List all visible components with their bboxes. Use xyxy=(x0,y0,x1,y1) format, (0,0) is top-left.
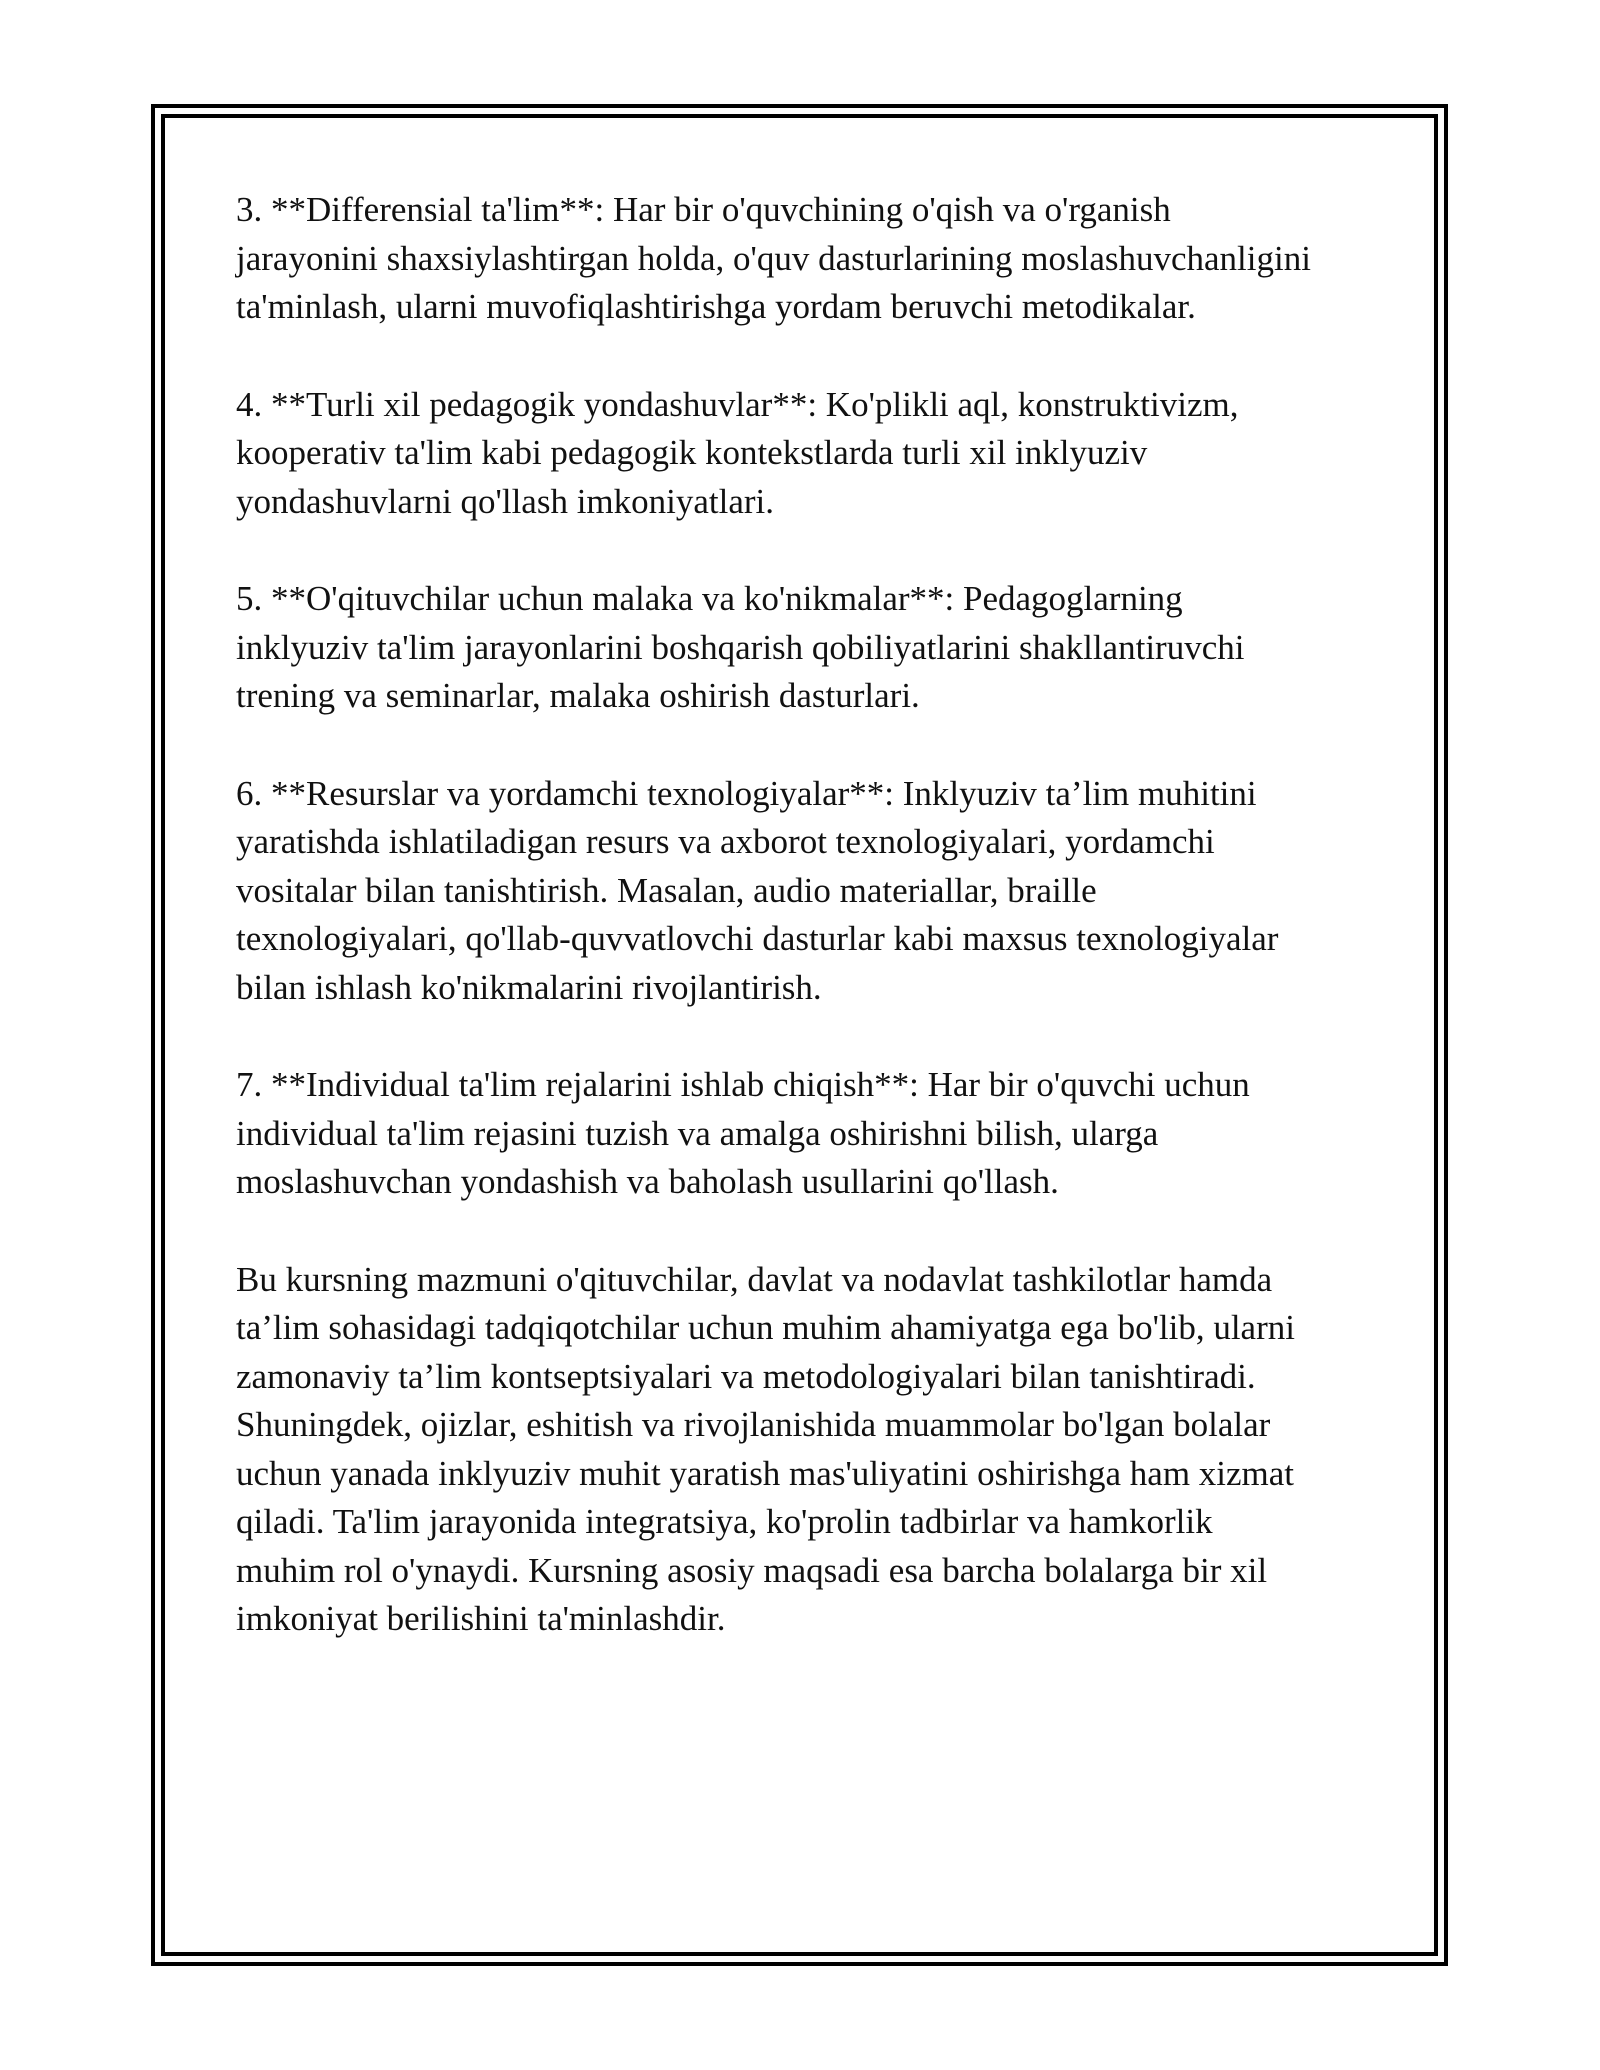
paragraph-pedagogik-yondashuvlar: 4. **Turli xil pedagogik yondashuvlar**: Ko'plikli aql, konstruktivizm, kooperativ ta'lim kabi pedagogik kontekstlarda turli xil inklyuziv yondashuvlarni qo'llash imkoniyatlari. xyxy=(236,384,1239,521)
document-body xyxy=(236,186,1376,1693)
paragraph-individual-rejalar: 7. **Individual ta'lim rejalarini ishlab chiqish**: Har bir o'quvchi uchun individual ta'lim rejasini tuzish va amalga oshirishni bilish, ularga moslashuvchan yondashish va baholash usullarini qo'llash. xyxy=(236,1065,1250,1201)
paragraph-resurslar-texnologiyalar: 6. **Resurslar va yordamchi texnologiyalar**: Inklyuziv ta’lim muhitini yaratishda ishlatiladigan resurs va axborot texnologiyalari, yordamchi vositalar bilan tanishtirish. Masalan, audio materiallar, braille texnologiyalari, qo'llab-quvvatlovchi dasturlar kabi maxsus texnologiyalar bilan ishlash ko'nikmalarini rivojlantirish. xyxy=(236,773,1279,1007)
paragraph-kurs-mazmuni: Bu kursning mazmuni o'qituvchilar, davlat va nodavlat tashkilotlar hamda ta’lim sohasidagi tadqiqotchilar uchun muhim ahamiyatga ega bo'lib, ularni zamonaviy ta’lim kontseptsiyalari va metodologiyalari bilan tanishtiradi. Shuningdek, ojizlar, eshitish va rivojlanishida muammolar bo'lgan bolalar uchun yanada inklyuziv muhit yaratish mas'uliyatini oshirishga ham xizmat qiladi. Ta'lim jarayonida integratsiya, ko'prolin tadbirlar va hamkorlik muhim rol o'ynaydi. Kursning asosiy maqsadi esa barcha bolalarga bir xil imkoniyat berilishini ta'minlashdir. xyxy=(236,1259,1295,1638)
paragraph-oqituvchilar-malaka: 5. **O'qituvchilar uchun malaka va ko'nikmalar**: Pedagoglarning inklyuziv ta'lim jarayonlarini boshqarish qobiliyatlarini shakllantiruvchi trening va seminarlar, malaka oshirish dasturlari. xyxy=(236,579,1245,715)
paragraph-differensial-talim: 3. **Differensial ta'lim**: Har bir o'quvchining o'qish va o'rganish jarayonini shaxsiylashtirgan holda, o'quv dasturlarining moslashuvchanligini ta'minlash, ularni muvofiqlashtirishga yordam beruvchi metodikalar. xyxy=(236,190,1311,326)
